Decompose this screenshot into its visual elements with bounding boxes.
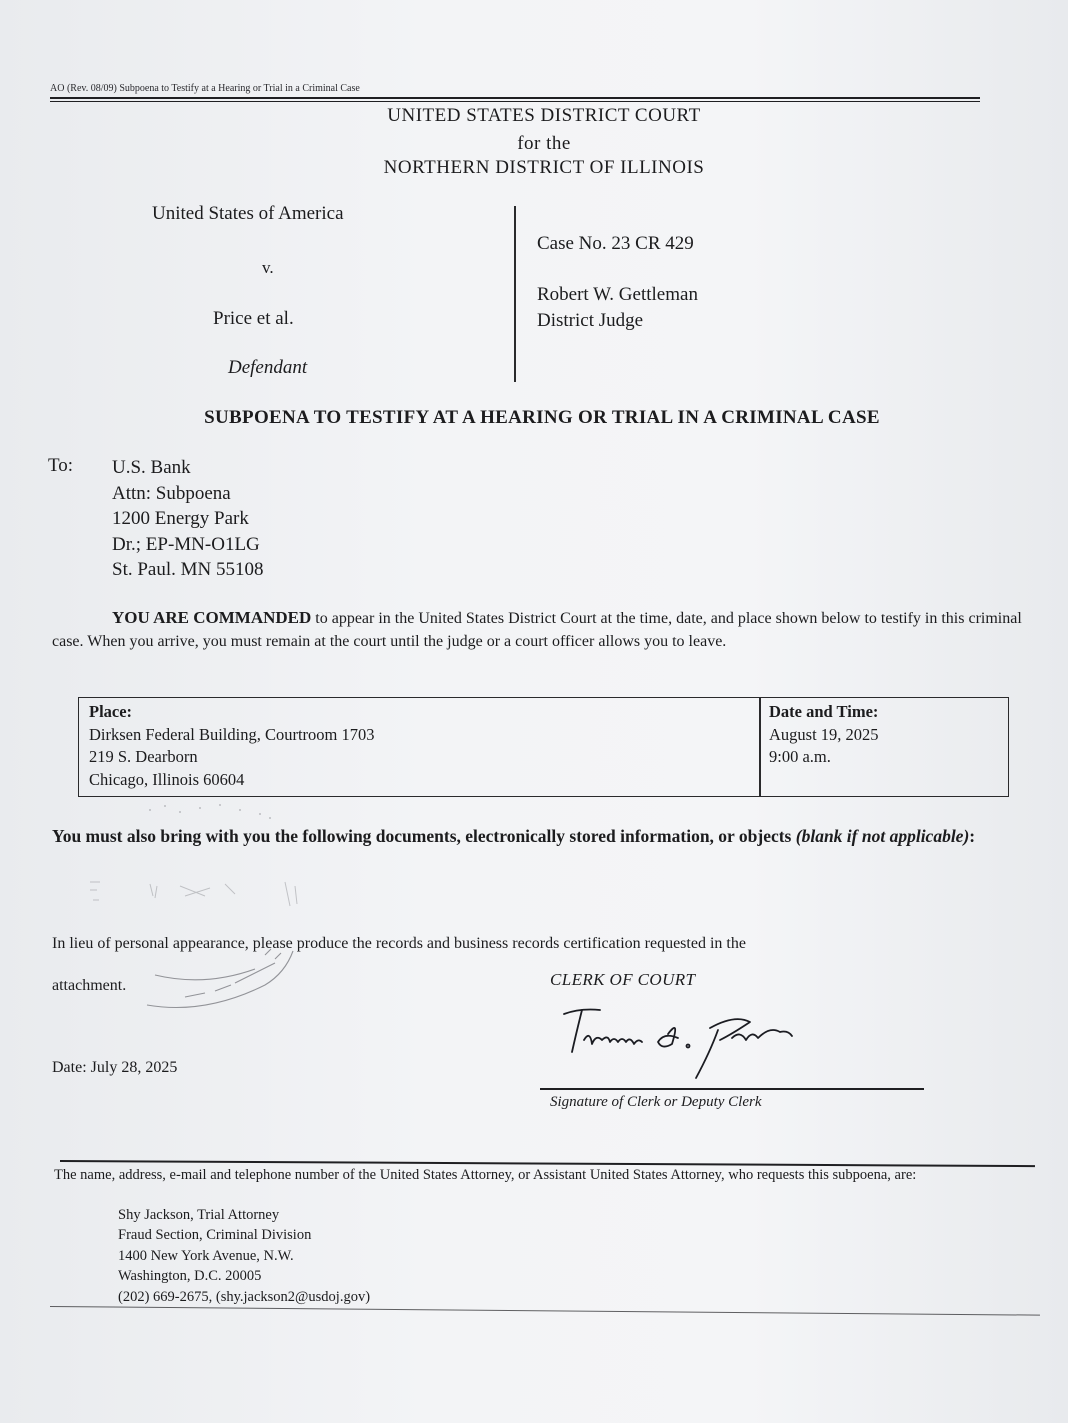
command-paragraph	[52, 607, 1042, 653]
contact-line: Fraud Section, Criminal Division	[118, 1227, 312, 1244]
footer-bottom-rule	[50, 1306, 1040, 1316]
table-divider	[759, 698, 761, 796]
documents-suffix: :	[969, 826, 976, 846]
recipient-label: To:	[48, 455, 74, 476]
judge-title: District Judge	[537, 310, 644, 331]
court-district: NORTHERN DISTRICT OF ILLINOIS	[383, 157, 705, 178]
recipient-address	[112, 455, 472, 583]
recipient-line: St. Paul. MN 55108	[112, 559, 264, 580]
footer-intro: The name, address, e-mail and telephone number of the United States Attorney, or Assistant United States Attorney, who requests this subpoena, are:	[54, 1167, 917, 1183]
contact-line: Shy Jackson, Trial Attorney	[118, 1207, 280, 1223]
court-seal-stamp	[145, 945, 295, 1013]
plaintiff-name: United States of America	[152, 203, 344, 224]
versus: v.	[262, 258, 274, 277]
place-cell	[89, 701, 375, 791]
recipient-line: 1200 Energy Park	[112, 508, 249, 529]
documents-italic: (blank if not applicable)	[795, 826, 970, 846]
form-identifier: AO (Rev. 08/09) Subpoena to Testify at a Hearing or Trial in a Criminal Case	[50, 83, 360, 94]
datetime-line: August 19, 2025	[769, 724, 879, 744]
header-rule-thin	[50, 101, 980, 102]
recipient-line: Dr.; EP-MN-O1LG	[112, 533, 260, 555]
documents-request	[52, 824, 1052, 848]
recipient-line: Attn: Subpoena	[112, 482, 231, 504]
defendant-name: Price et al.	[213, 308, 294, 329]
issue-date: Date: July 28, 2025	[52, 1059, 178, 1076]
header-rule	[50, 97, 980, 99]
subpoena-title: SUBPOENA TO TESTIFY AT A HEARING OR TRIAL IN A CRIMINAL CASE	[204, 407, 880, 428]
faint-marks	[85, 876, 315, 916]
command-text: to appear in the United States District Court at the time, date, and place shown below to testify in this criminal case. When you arrive, you must remain at the court until the judge or a court officer allows you to leave.	[52, 610, 1022, 650]
clerk-of-court-label: CLERK OF COURT	[550, 970, 696, 989]
signature-line	[540, 1088, 924, 1090]
datetime-line: 9:00 a.m.	[769, 747, 831, 766]
court-for-the: for the	[517, 133, 571, 154]
defendant-label: Defendant	[228, 357, 308, 378]
datetime-label: Date and Time:	[769, 702, 879, 721]
lieu-line-1: In lieu of personal appearance, please produce the records and business records certification requested in the	[52, 935, 746, 952]
place-line: 219 S. Dearborn	[89, 747, 198, 766]
documents-text: You must also bring with you the following documents, electronically stored information, or objects	[52, 826, 796, 846]
place-line: Chicago, Illinois 60604	[89, 769, 245, 789]
attorney-contact	[118, 1205, 618, 1307]
contact-line: (202) 669-2675, (shy.jackson2@usdoj.gov)	[118, 1288, 371, 1305]
command-lead: YOU ARE COMMANDED	[112, 608, 312, 627]
signature-caption: Signature of Clerk or Deputy Clerk	[550, 1094, 762, 1110]
case-number: Case No. 23 CR 429	[537, 233, 694, 254]
court-name: UNITED STATES DISTRICT COURT	[387, 105, 701, 126]
contact-line: Washington, D.C. 20005	[118, 1268, 262, 1285]
contact-line: 1400 New York Avenue, N.W.	[118, 1247, 294, 1264]
place-line: Dirksen Federal Building, Courtroom 1703	[89, 724, 375, 744]
place-datetime-table	[78, 697, 1009, 797]
datetime-cell	[769, 701, 879, 769]
lieu-line-2: attachment.	[52, 977, 127, 994]
place-label: Place:	[89, 702, 133, 721]
recipient-line: U.S. Bank	[112, 457, 191, 478]
judge-name: Robert W. Gettleman	[537, 284, 698, 305]
clerk-signature	[560, 1000, 800, 1085]
caption-divider	[514, 206, 516, 382]
